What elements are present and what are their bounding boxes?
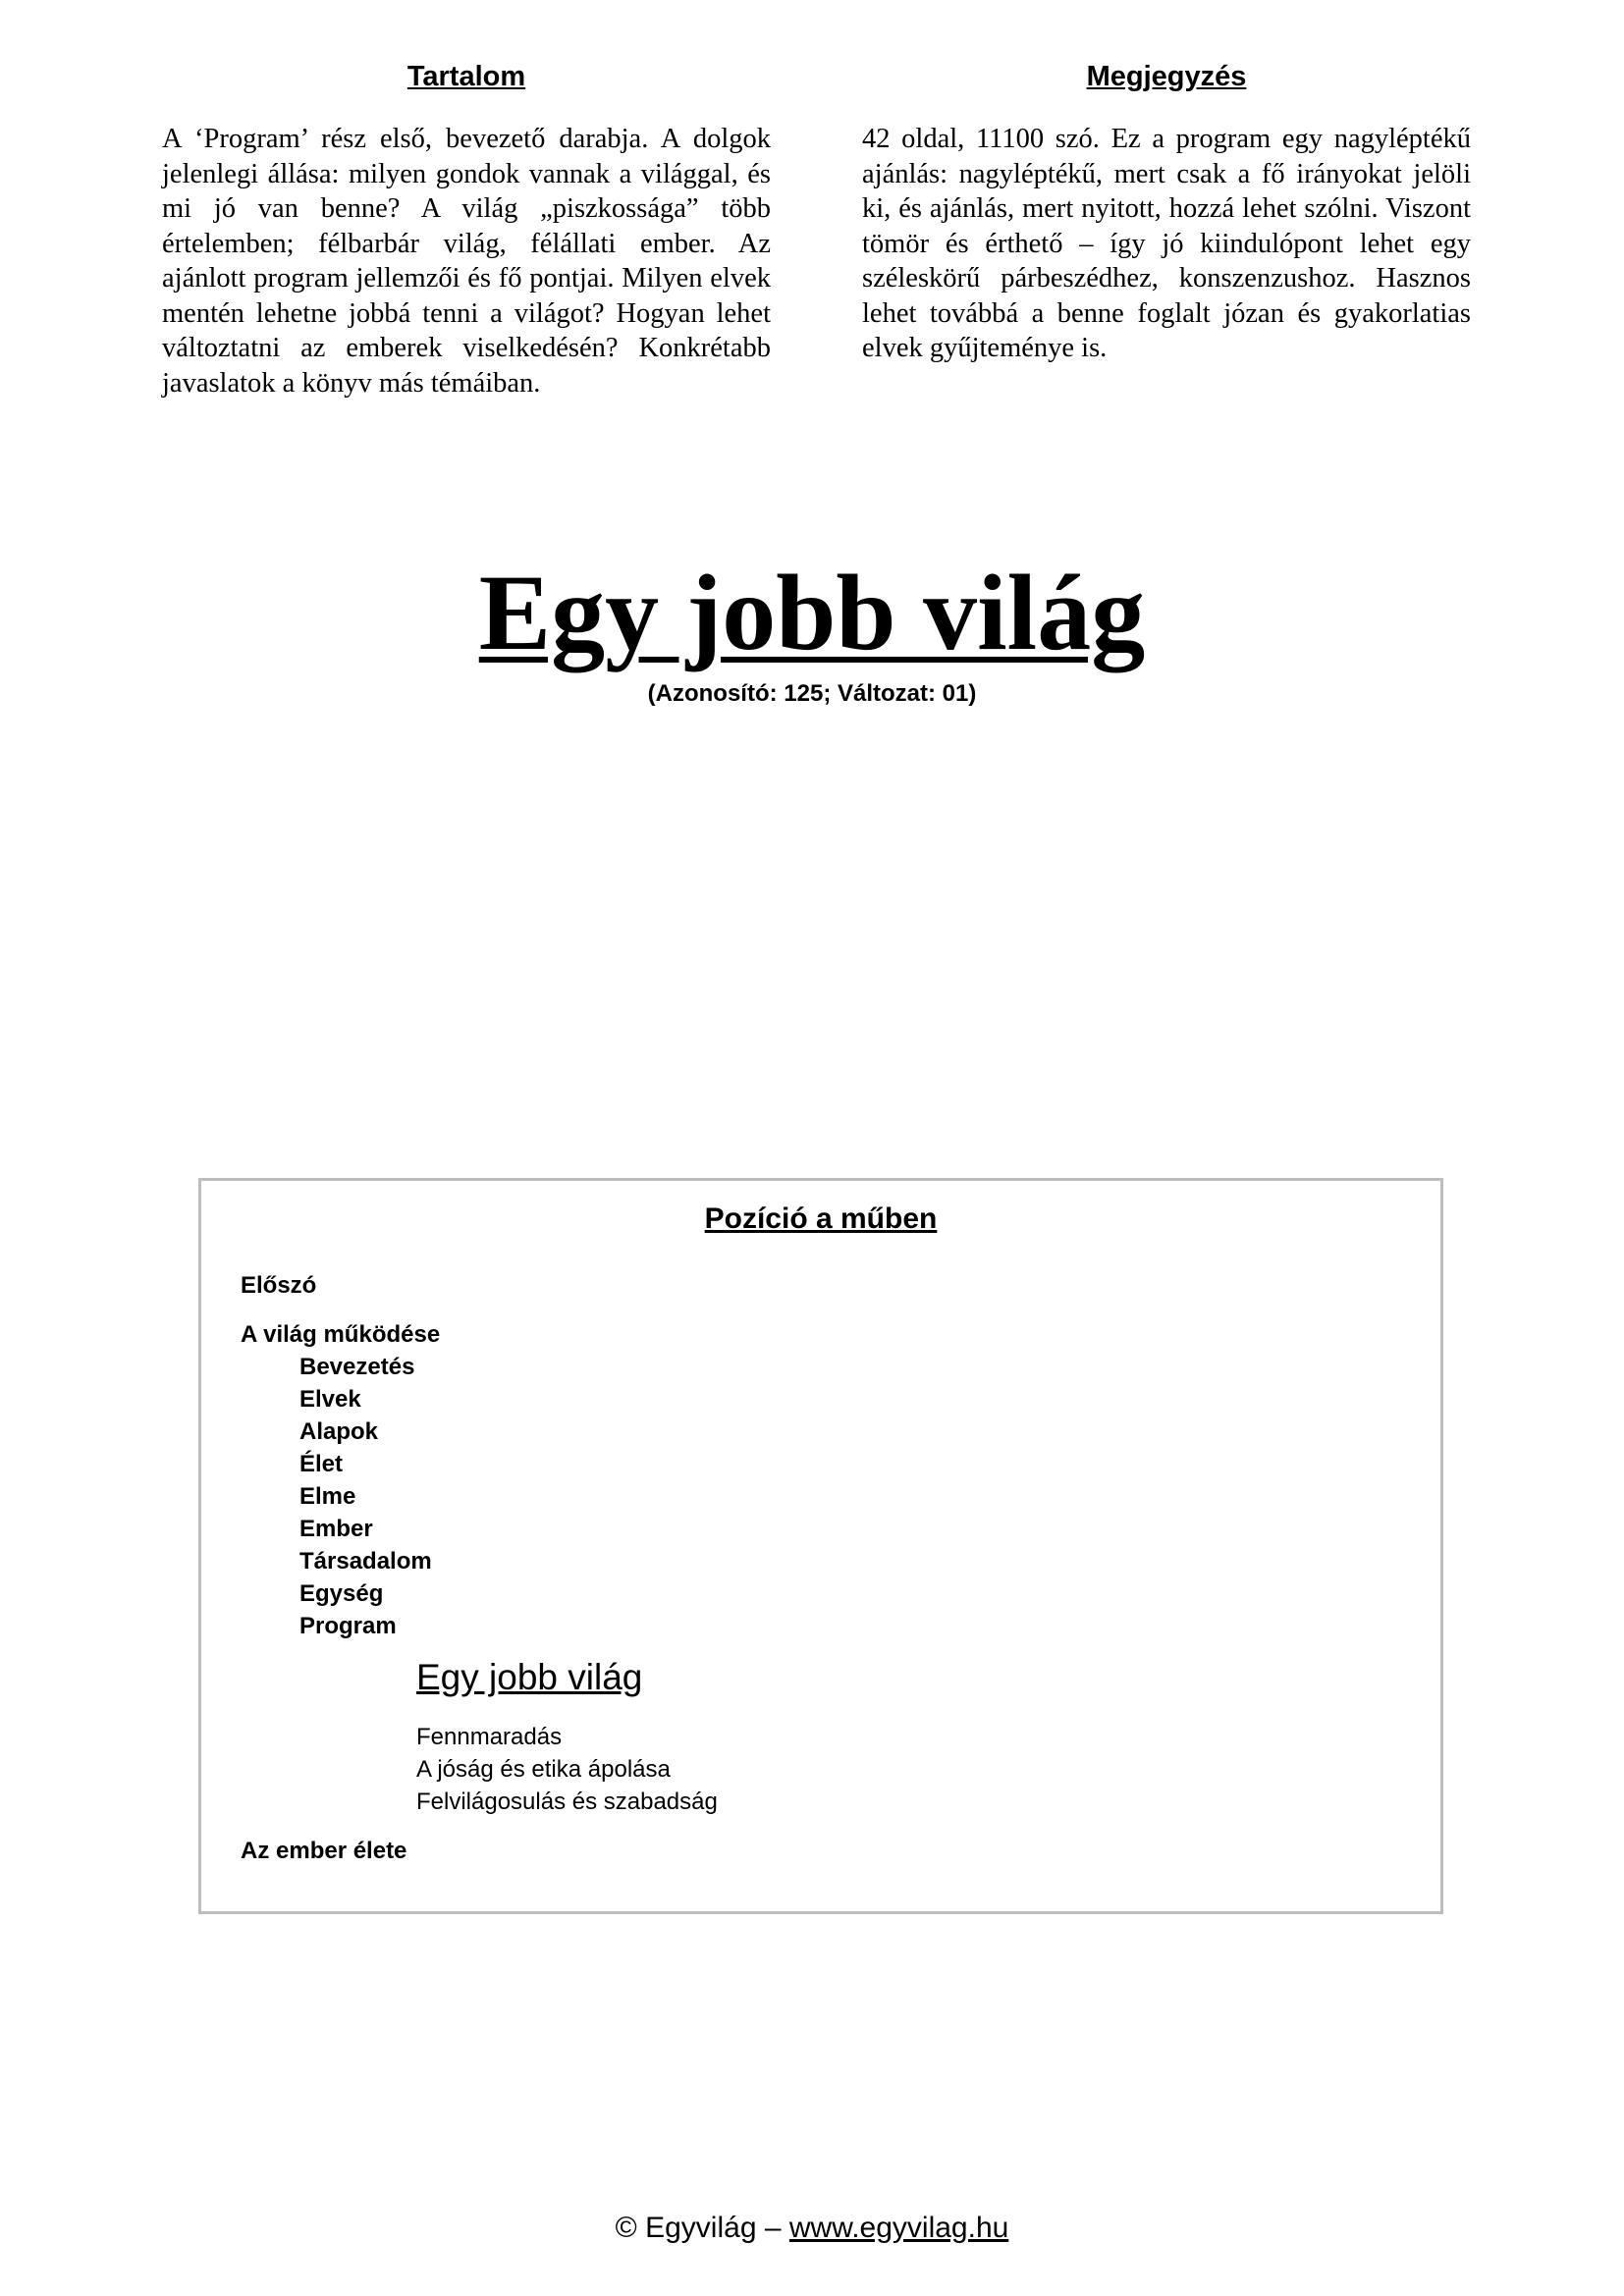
page-title-text: Egy jobb világ [478, 553, 1146, 672]
toc-chapter: Alapok [299, 1418, 379, 1445]
footer-link[interactable]: www.egyvilag.hu [788, 2212, 1009, 2244]
content-column [162, 59, 771, 400]
toc-chapter: Társadalom [299, 1548, 432, 1575]
page-subtitle: (Azonosító: 125; Változat: 01) [647, 680, 977, 707]
toc-chapter: Program [299, 1613, 397, 1639]
position-box [198, 1178, 1443, 1914]
table-of-contents [241, 1269, 1399, 1867]
toc-chapter: Élet [299, 1451, 344, 1477]
toc-preface: Előszó [241, 1272, 317, 1299]
footer-copyright: © Egyvilág – [615, 2212, 789, 2244]
content-text: A ‘Program’ rész első, bevezető darabja. A dolgok jelenlegi állása: milyen gondok vannak a világgal, és mi jó van benne? A világ „piszkossága” több értelemben; félbarbár világ, félállati ember. Az ajánlott program jellemzői és fő pontjai. Milyen elvek mentén lehetne jobbá tenni a világot? Hogyan lehet változtatni az emberek viselkedésén? Konkrétabb javaslatok a könyv más témáiban. [162, 124, 771, 399]
page-title [0, 552, 1624, 674]
toc-subsection: A jóság és etika ápolása [416, 1756, 671, 1783]
toc-chapter: Egység [299, 1580, 384, 1607]
footer [0, 2211, 1624, 2246]
note-column [862, 59, 1471, 366]
toc-chapter: Elvek [299, 1386, 361, 1413]
position-heading: Pozíció a műben [704, 1202, 938, 1235]
toc-chapter: Ember [299, 1516, 373, 1542]
toc-chapter: Bevezetés [299, 1354, 415, 1380]
note-heading: Megjegyzés [1086, 61, 1247, 92]
toc-part-life: Az ember élete [241, 1838, 407, 1864]
toc-chapter: Elme [299, 1483, 356, 1510]
toc-current-item: Egy jobb világ [416, 1657, 643, 1697]
note-text: 42 oldal, 11100 szó. Ez a program egy nagyléptékű ajánlás: nagyléptékű, mert csak a fő irányokat jelöli ki, és ajánlás, mert nyitott, hozzá lehet szólni. Viszont tömör és érthető – így jó kiindulópont lehet egy széleskörű párbeszédhez, konszenzushoz. Hasznos lehet továbbá a benne foglalt józan és gyakorlatias elvek gyűjteménye is. [862, 124, 1471, 363]
toc-subsection: Felvilágosulás és szabadság [416, 1789, 718, 1815]
toc-part-world: A világ működése [241, 1321, 441, 1348]
content-heading: Tartalom [406, 61, 526, 92]
toc-subsection: Fennmaradás [416, 1724, 563, 1750]
